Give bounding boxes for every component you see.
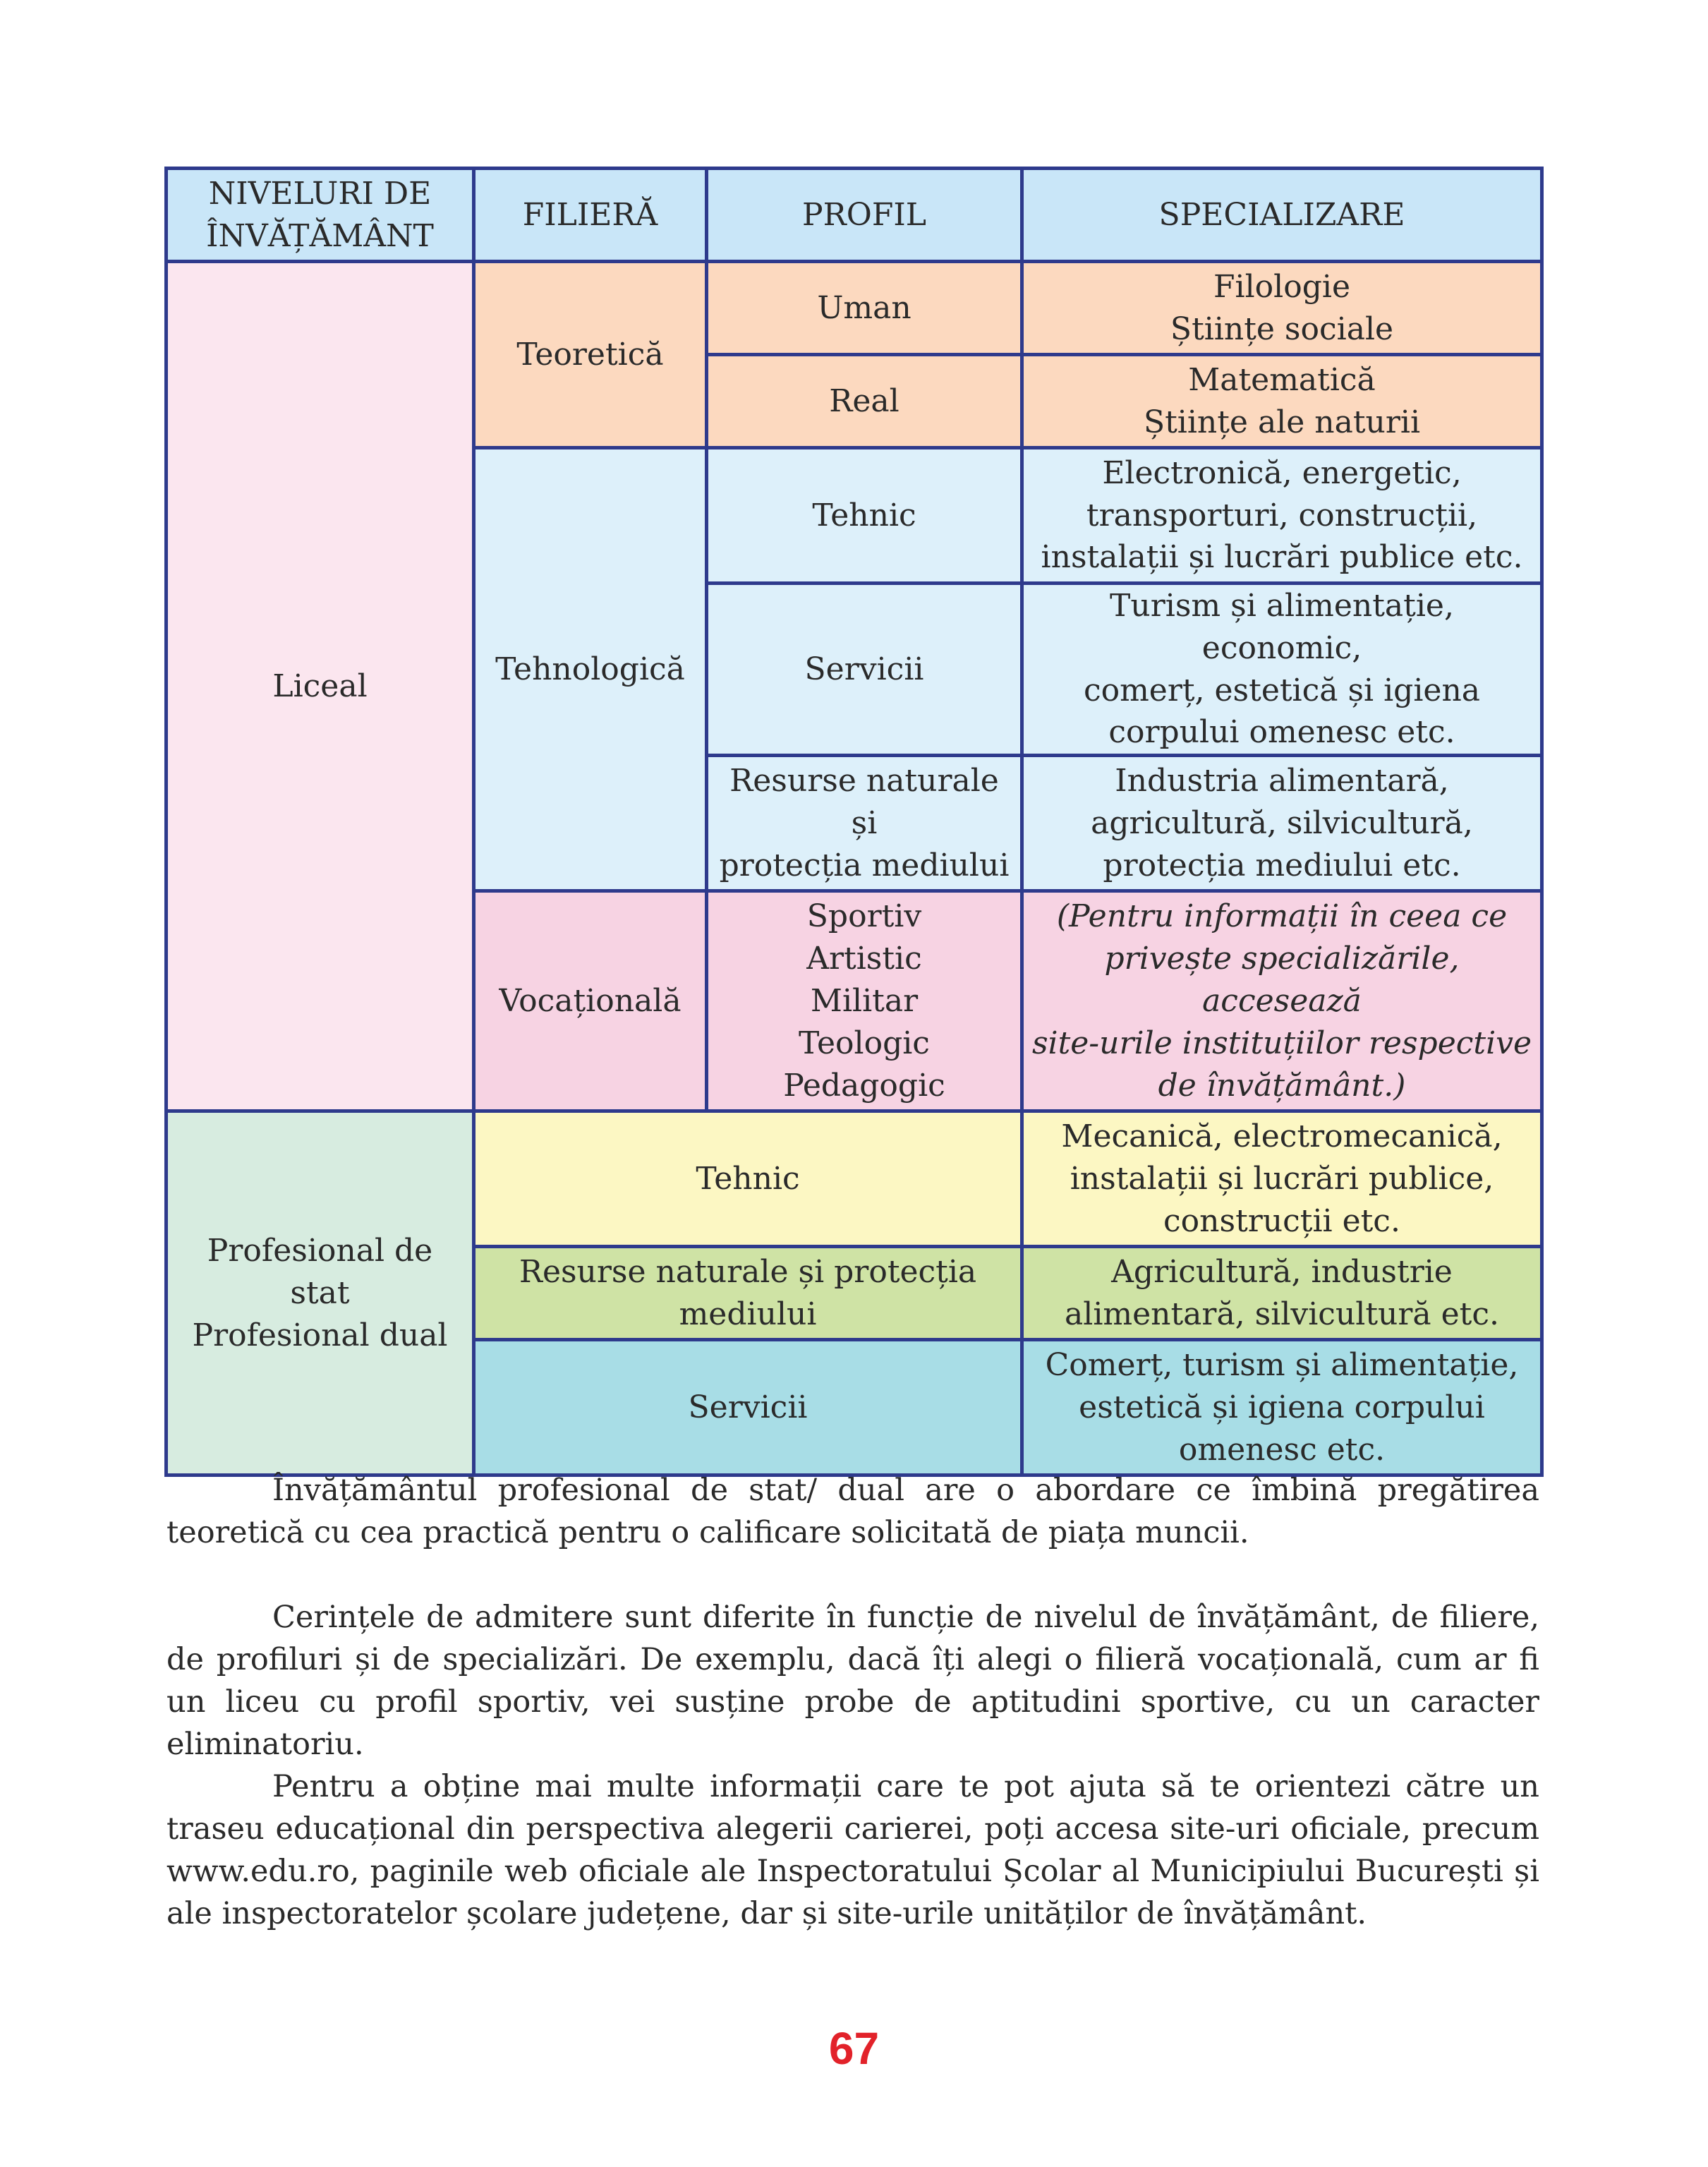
header-specializare: SPECIALIZARE	[1022, 169, 1542, 262]
specializare-note: (Pentru informații în ceea ce privește specializările, accesează site-urile instituțiilor respective de învățământ.)	[1022, 891, 1542, 1111]
filiera-tehnologica: Tehnologică	[474, 448, 707, 891]
education-table	[164, 167, 1544, 1477]
specializare-cell: Agricultură, industrie alimentară, silvicultură etc.	[1022, 1247, 1542, 1340]
filiera-vocationala: Vocațională	[474, 891, 707, 1111]
profil-cell: Real	[707, 355, 1022, 448]
paragraph-2: Cerințele de admitere sunt diferite în funcție de nivelul de învățământ, de filiere, de profiluri și de specializări. De exemplu, dacă îți alegi o filieră vocațională, cum ar fi un liceu cu profil sportiv, vei susține probe de aptitudini sportive, cu un caracter eliminatoriu.	[166, 1600, 1539, 1762]
profil-cell: Uman	[707, 262, 1022, 355]
specializare-cell: Electronică, energetic, transporturi, construcții, instalații și lucrări publice etc.	[1022, 448, 1542, 584]
profil-cell: Tehnic	[707, 448, 1022, 584]
header-profil: PROFIL	[707, 169, 1022, 262]
profil-cell: Tehnic	[474, 1111, 1022, 1247]
specializare-cell: Matematică Științe ale naturii	[1022, 355, 1542, 448]
paragraph-1: Învățământul profesional de stat/ dual are o abordare ce îmbină pregătirea teoretică cu cea practică pentru o calificare solicitată de piața muncii.	[166, 1473, 1539, 1550]
level-profesional: Profesional de stat Profesional dual	[166, 1111, 474, 1475]
header-filiera: FILIERĂ	[474, 169, 707, 262]
specializare-cell: Comerț, turism și alimentație, estetică și igiena corpului omenesc etc.	[1022, 1340, 1542, 1475]
specializare-cell: Industria alimentară, agricultură, silvicultură, protecția mediului etc.	[1022, 756, 1542, 891]
page-number: 67	[828, 2023, 880, 2074]
profil-cell: Sportiv Artistic Militar Teologic Pedagogic	[707, 891, 1022, 1111]
profil-cell: Servicii	[707, 584, 1022, 756]
table-row	[166, 1111, 1542, 1247]
profil-cell: Resurse naturale și protecția mediului	[707, 756, 1022, 891]
header-niveluri: NIVELURI DE ÎNVĂȚĂMÂNT	[166, 169, 474, 262]
specializare-cell: Filologie Științe sociale	[1022, 262, 1542, 355]
header-row	[166, 169, 1542, 262]
paragraph-3: Pentru a obține mai multe informații care te pot ajuta să te orientezi către un traseu educațional din perspectiva alegerii carierei, poți accesa site-uri oficiale, precum www.edu.ro, paginile web oficiale ale Inspectoratului Școlar al Municipiului București și ale inspectoratelor școlare județene, dar și site-urile unităților de învățământ.	[166, 1769, 1539, 1931]
level-liceal: Liceal	[166, 262, 474, 1111]
table-row	[166, 262, 1542, 355]
specializare-cell: Turism și alimentație, economic, comerț, estetică și igiena corpului omenesc etc.	[1022, 584, 1542, 756]
specializare-cell: Mecanică, electromecanică, instalații și lucrări publice, construcții etc.	[1022, 1111, 1542, 1247]
profil-cell: Resurse naturale și protecția mediului	[474, 1247, 1022, 1340]
profil-cell: Servicii	[474, 1340, 1022, 1475]
filiera-teoretica: Teoretică	[474, 262, 707, 448]
